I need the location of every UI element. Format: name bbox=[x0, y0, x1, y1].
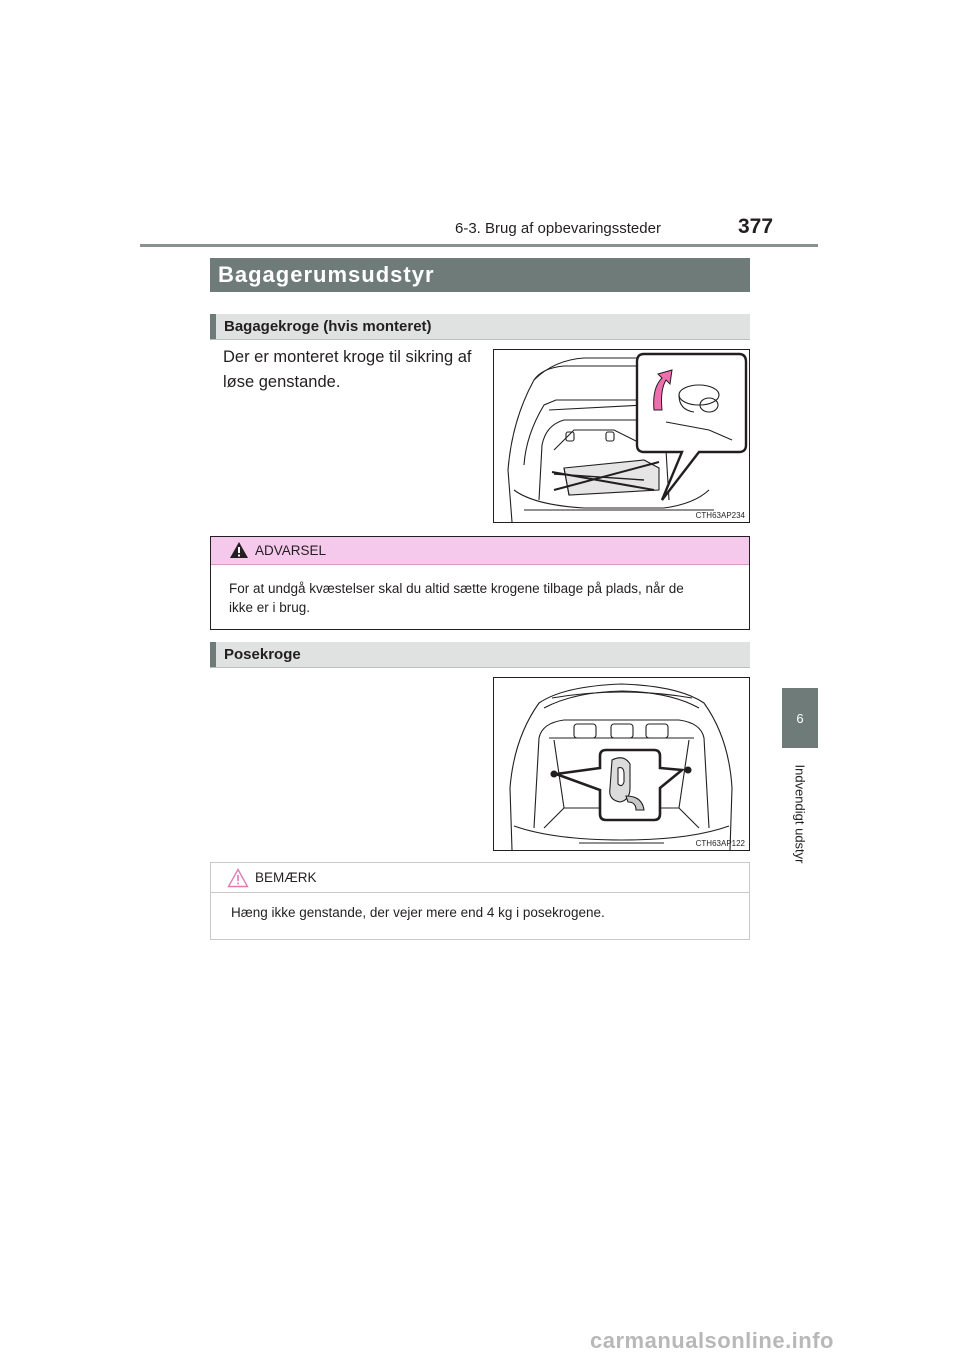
warning-label: ADVARSEL bbox=[255, 543, 327, 558]
body-line-1: Der er monteret kroge til sikring af bbox=[223, 348, 472, 366]
chapter-title-vertical bbox=[781, 756, 819, 871]
header-rule bbox=[140, 244, 818, 247]
trunk-drawing bbox=[494, 350, 749, 522]
section-header-bag-hooks bbox=[210, 642, 750, 668]
note-header bbox=[211, 863, 749, 893]
watermark-text: carmanualsonline.info bbox=[590, 1328, 834, 1353]
chapter-title: Indvendigt udstyr bbox=[792, 763, 808, 864]
luggage-hooks-illustration bbox=[493, 349, 750, 523]
page-title: Bagagerumsudstyr bbox=[210, 258, 750, 292]
note-box bbox=[210, 862, 750, 940]
section-header-bar bbox=[210, 642, 216, 667]
warning-header bbox=[211, 537, 749, 565]
note-text: Hæng ikke genstande, der vejer mere end 4 kg i posekrogene. bbox=[231, 905, 605, 920]
section-header-title: Posekroge bbox=[224, 646, 301, 663]
warning-box bbox=[210, 536, 750, 630]
caution-triangle-icon bbox=[227, 868, 249, 888]
warning-line-1: For at undgå kvæstelser skal du altid sætte krogene tilbage på plads, når de bbox=[229, 581, 684, 596]
section-header-title: Bagagekroge (hvis monteret) bbox=[224, 318, 432, 335]
page-number: 377 bbox=[738, 215, 774, 238]
figure-code: CTH63AP234 bbox=[695, 511, 745, 520]
figure-code: CTH63AP122 bbox=[695, 839, 745, 848]
trunk-rear-drawing bbox=[494, 678, 749, 850]
warning-line-2: ikke er i brug. bbox=[229, 600, 311, 615]
note-label: BEMÆRK bbox=[255, 870, 317, 885]
body-line-2: løse genstande. bbox=[223, 373, 341, 391]
section-header-bar bbox=[210, 314, 216, 339]
warning-text bbox=[229, 579, 744, 617]
chapter-tab bbox=[782, 688, 818, 748]
warning-triangle-icon bbox=[229, 541, 249, 559]
chapter-number: 6 bbox=[796, 710, 804, 726]
section-header-luggage-hooks bbox=[210, 314, 750, 340]
section-body-text bbox=[223, 345, 483, 395]
bag-hooks-illustration bbox=[493, 677, 750, 851]
section-heading: 6-3. Brug af opbevaringssteder bbox=[455, 220, 661, 237]
